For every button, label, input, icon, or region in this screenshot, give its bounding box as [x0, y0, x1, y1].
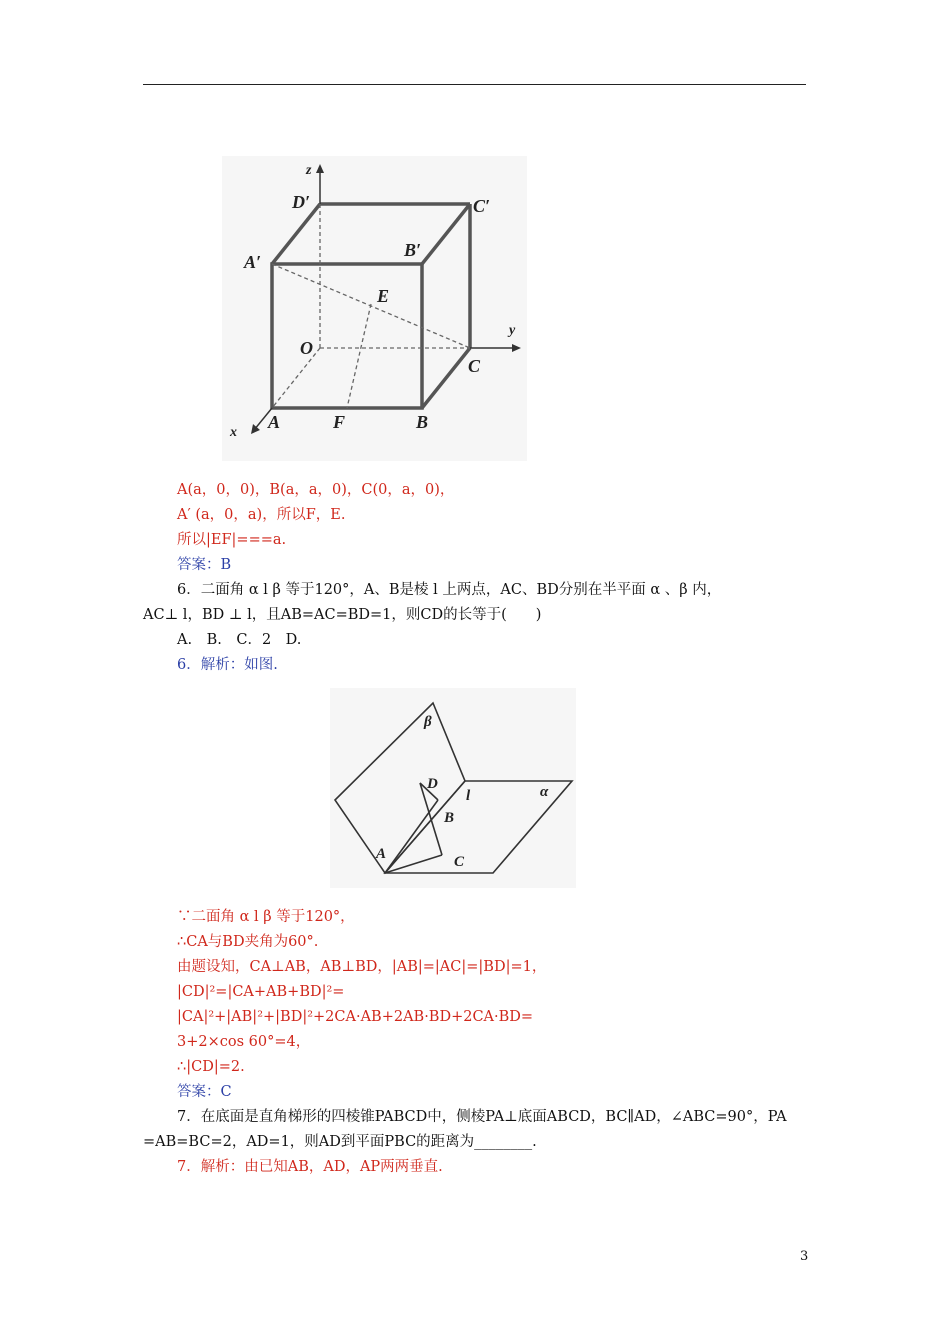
vertex-c: C: [468, 356, 481, 376]
solution5-coords-line1: A(a，0，0)，B(a，a，0)，C(0，a，0)，: [177, 482, 455, 498]
label-c: C: [454, 854, 465, 870]
problem6-options: A. B. C．2 D.: [177, 632, 302, 648]
solution5-ef-line: 所以|EF|===a.: [177, 532, 287, 548]
header-rule: [143, 84, 806, 85]
solution6-line-5: |CA|²+|AB|²+|BD|²+2CA·AB+2AB·BD+2CA·BD=: [177, 1009, 534, 1025]
vertex-d1: D′: [292, 192, 311, 212]
vertex-a1: A′: [244, 252, 262, 272]
label-b: B: [444, 810, 455, 826]
vertex-b1: B′: [404, 240, 422, 260]
z-axis-label: z: [306, 163, 312, 178]
vertex-o: O: [300, 338, 313, 358]
vertex-c1: C′: [473, 196, 491, 216]
solution6-line-3: 由题设知，CA⊥AB，AB⊥BD，|AB|=|AC|=|BD|=1，: [177, 959, 547, 975]
x-axis-label: x: [230, 425, 237, 440]
solution6-line-2: ∴CA与BD夹角为60°.: [177, 934, 319, 950]
problem7-stem-line2: =AB=BC=2，AD=1，则AD到平面PBC的距离为________.: [143, 1134, 537, 1150]
solution6-line-6: 3+2×cos 60°=4，: [177, 1034, 311, 1050]
label-l: l: [466, 788, 471, 804]
problem6-stem-line1: 6．二面角 α l β 等于120°，A、B是棱 l 上两点，AC、BD分别在半平面 α 、β 内，: [177, 582, 722, 598]
solution6-answer: 答案：C: [177, 1084, 232, 1100]
vertex-e: E: [377, 286, 390, 306]
solution6-line-1: ∵二面角 α l β 等于120°，: [177, 909, 355, 925]
label-a: A: [376, 846, 387, 862]
problem7-stem-line1: 7．在底面是直角梯形的四棱锥PABCD中，侧棱PA⊥底面ABCD，BC∥AD，∠ABC=90°，PA: [177, 1109, 787, 1125]
label-d: D: [427, 776, 438, 792]
vertex-b: B: [416, 412, 429, 432]
solution6-line-7: ∴|CD|=2.: [177, 1059, 245, 1075]
problem6-stem-line2: AC⊥ l，BD ⊥ l，且AB=AC=BD=1，则CD的长等于( ): [143, 607, 542, 623]
y-axis-label: y: [509, 323, 516, 338]
dihedral-figure: [330, 688, 576, 888]
problem6-analysis: 6．解析：如图.: [177, 657, 278, 673]
cube-figure: [222, 156, 527, 461]
vertex-a: A: [268, 412, 281, 432]
vertex-f: F: [333, 412, 346, 432]
label-alpha: α: [540, 784, 549, 800]
solution5-answer: 答案：B: [177, 557, 232, 573]
page-number: 3: [800, 1249, 809, 1264]
solution6-line-4: |CD|²=|CA+AB+BD|²=: [177, 984, 345, 1000]
label-beta: β: [424, 714, 432, 730]
problem7-analysis: 7．解析：由已知AB，AD，AP两两垂直.: [177, 1159, 443, 1175]
solution5-coords-line2: A′ (a，0，a)，所以F，E.: [177, 507, 346, 523]
